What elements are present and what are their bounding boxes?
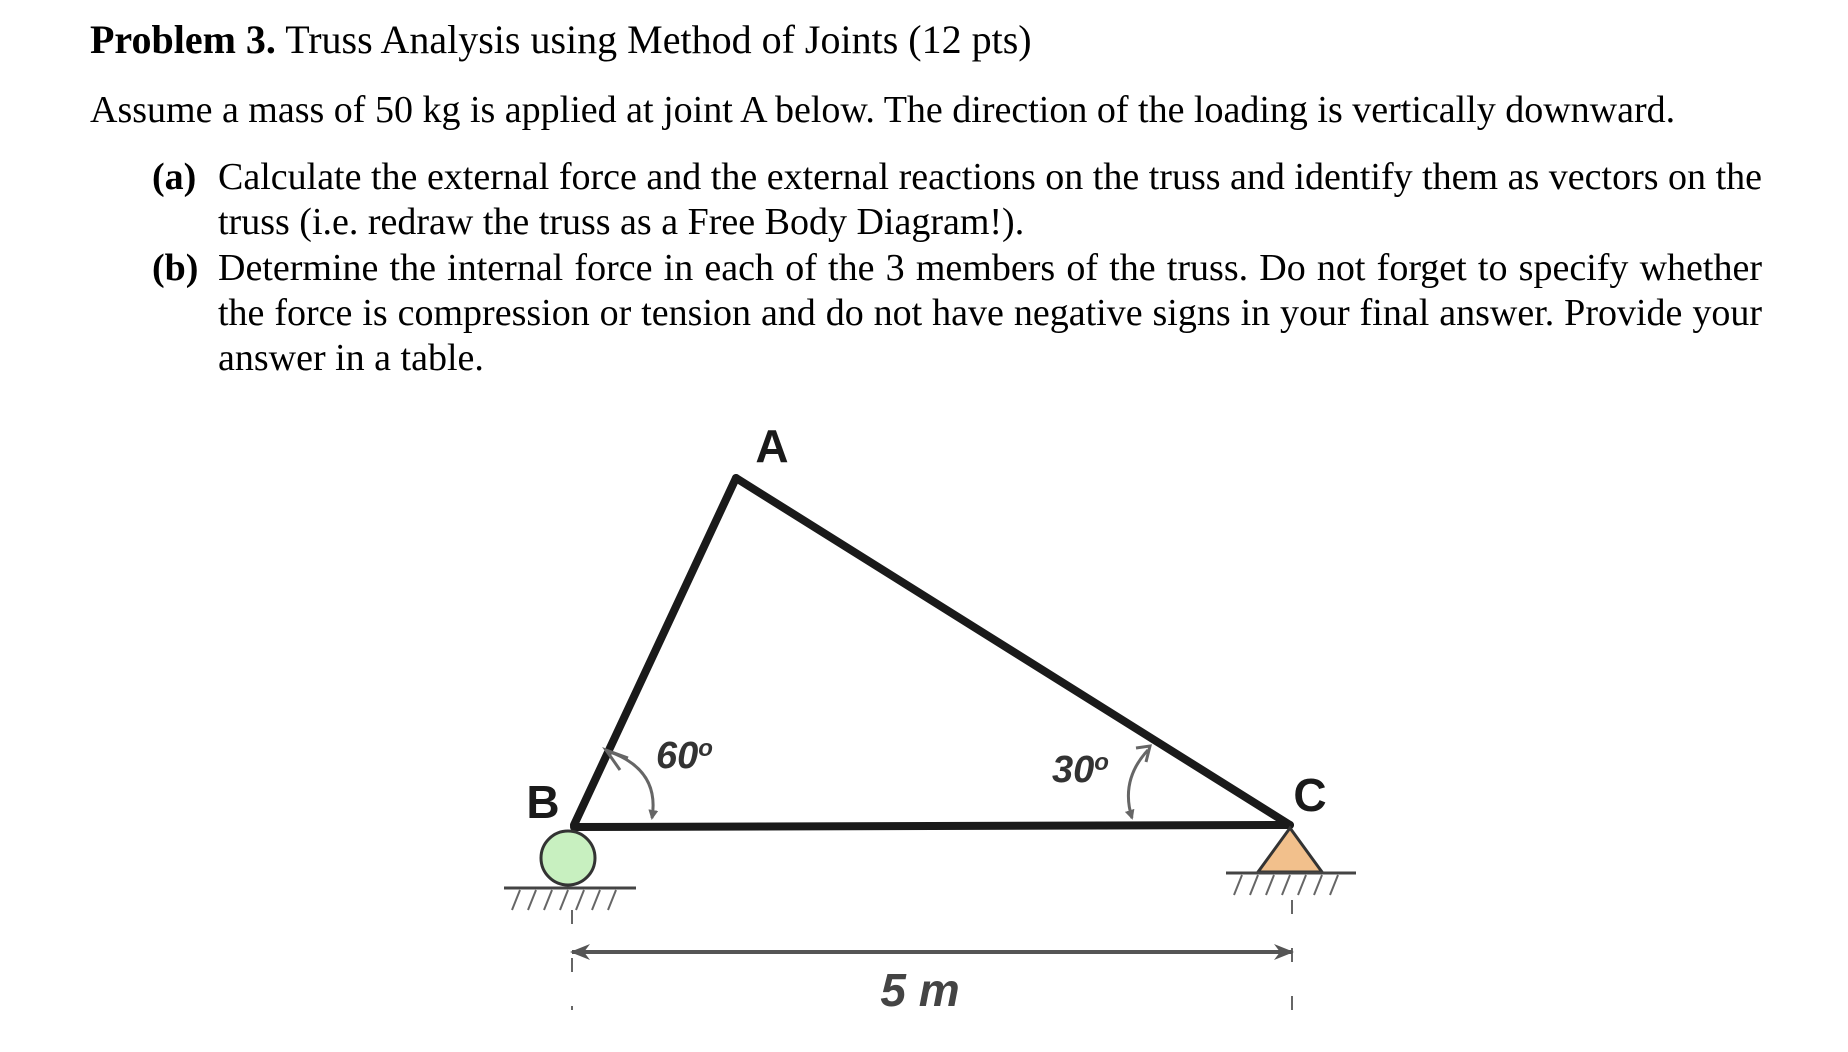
angle-value-b: 60 [656, 735, 699, 777]
joint-label-a: A [755, 420, 789, 472]
angle-label-c [1052, 749, 1109, 791]
part-a-label: (a) [152, 156, 197, 198]
joint-label-c: C [1293, 769, 1327, 821]
degree-mark-b: o [698, 735, 713, 762]
part-a-text: Calculate the external force and the external reactions on the truss and identify them as vectors on the truss (i.e. redraw the truss as a Free Body Diagram!). [218, 156, 1762, 243]
part-b-text: Determine the internal force in each of the 3 members of the truss. Do not forget to specify whether the force is compression or tension and do not have negative signs in your final answer. Provide your answer in a table. [218, 247, 1762, 379]
problem-title: Truss Analysis using Method of Joints (12 pts) [285, 17, 1032, 62]
pin-support-c [1226, 828, 1356, 895]
member-bc [574, 825, 1290, 827]
problem-intro: Assume a mass of 50 kg is applied at joint A below. The direction of the loading is vertically downward. [90, 89, 1676, 131]
joint-label-b: B [526, 776, 560, 828]
roller-support-b [504, 831, 636, 910]
span-label: 5 m [880, 964, 960, 1016]
member-ac [736, 478, 1290, 825]
angle-arc-b [610, 752, 653, 818]
angle-label-b [656, 735, 713, 777]
degree-mark-c: o [1094, 749, 1109, 776]
part-b-label: (b) [152, 247, 199, 289]
angle-value-c: 30 [1052, 749, 1095, 791]
member-ab [574, 478, 736, 825]
problem-number: Problem 3. [90, 17, 276, 62]
